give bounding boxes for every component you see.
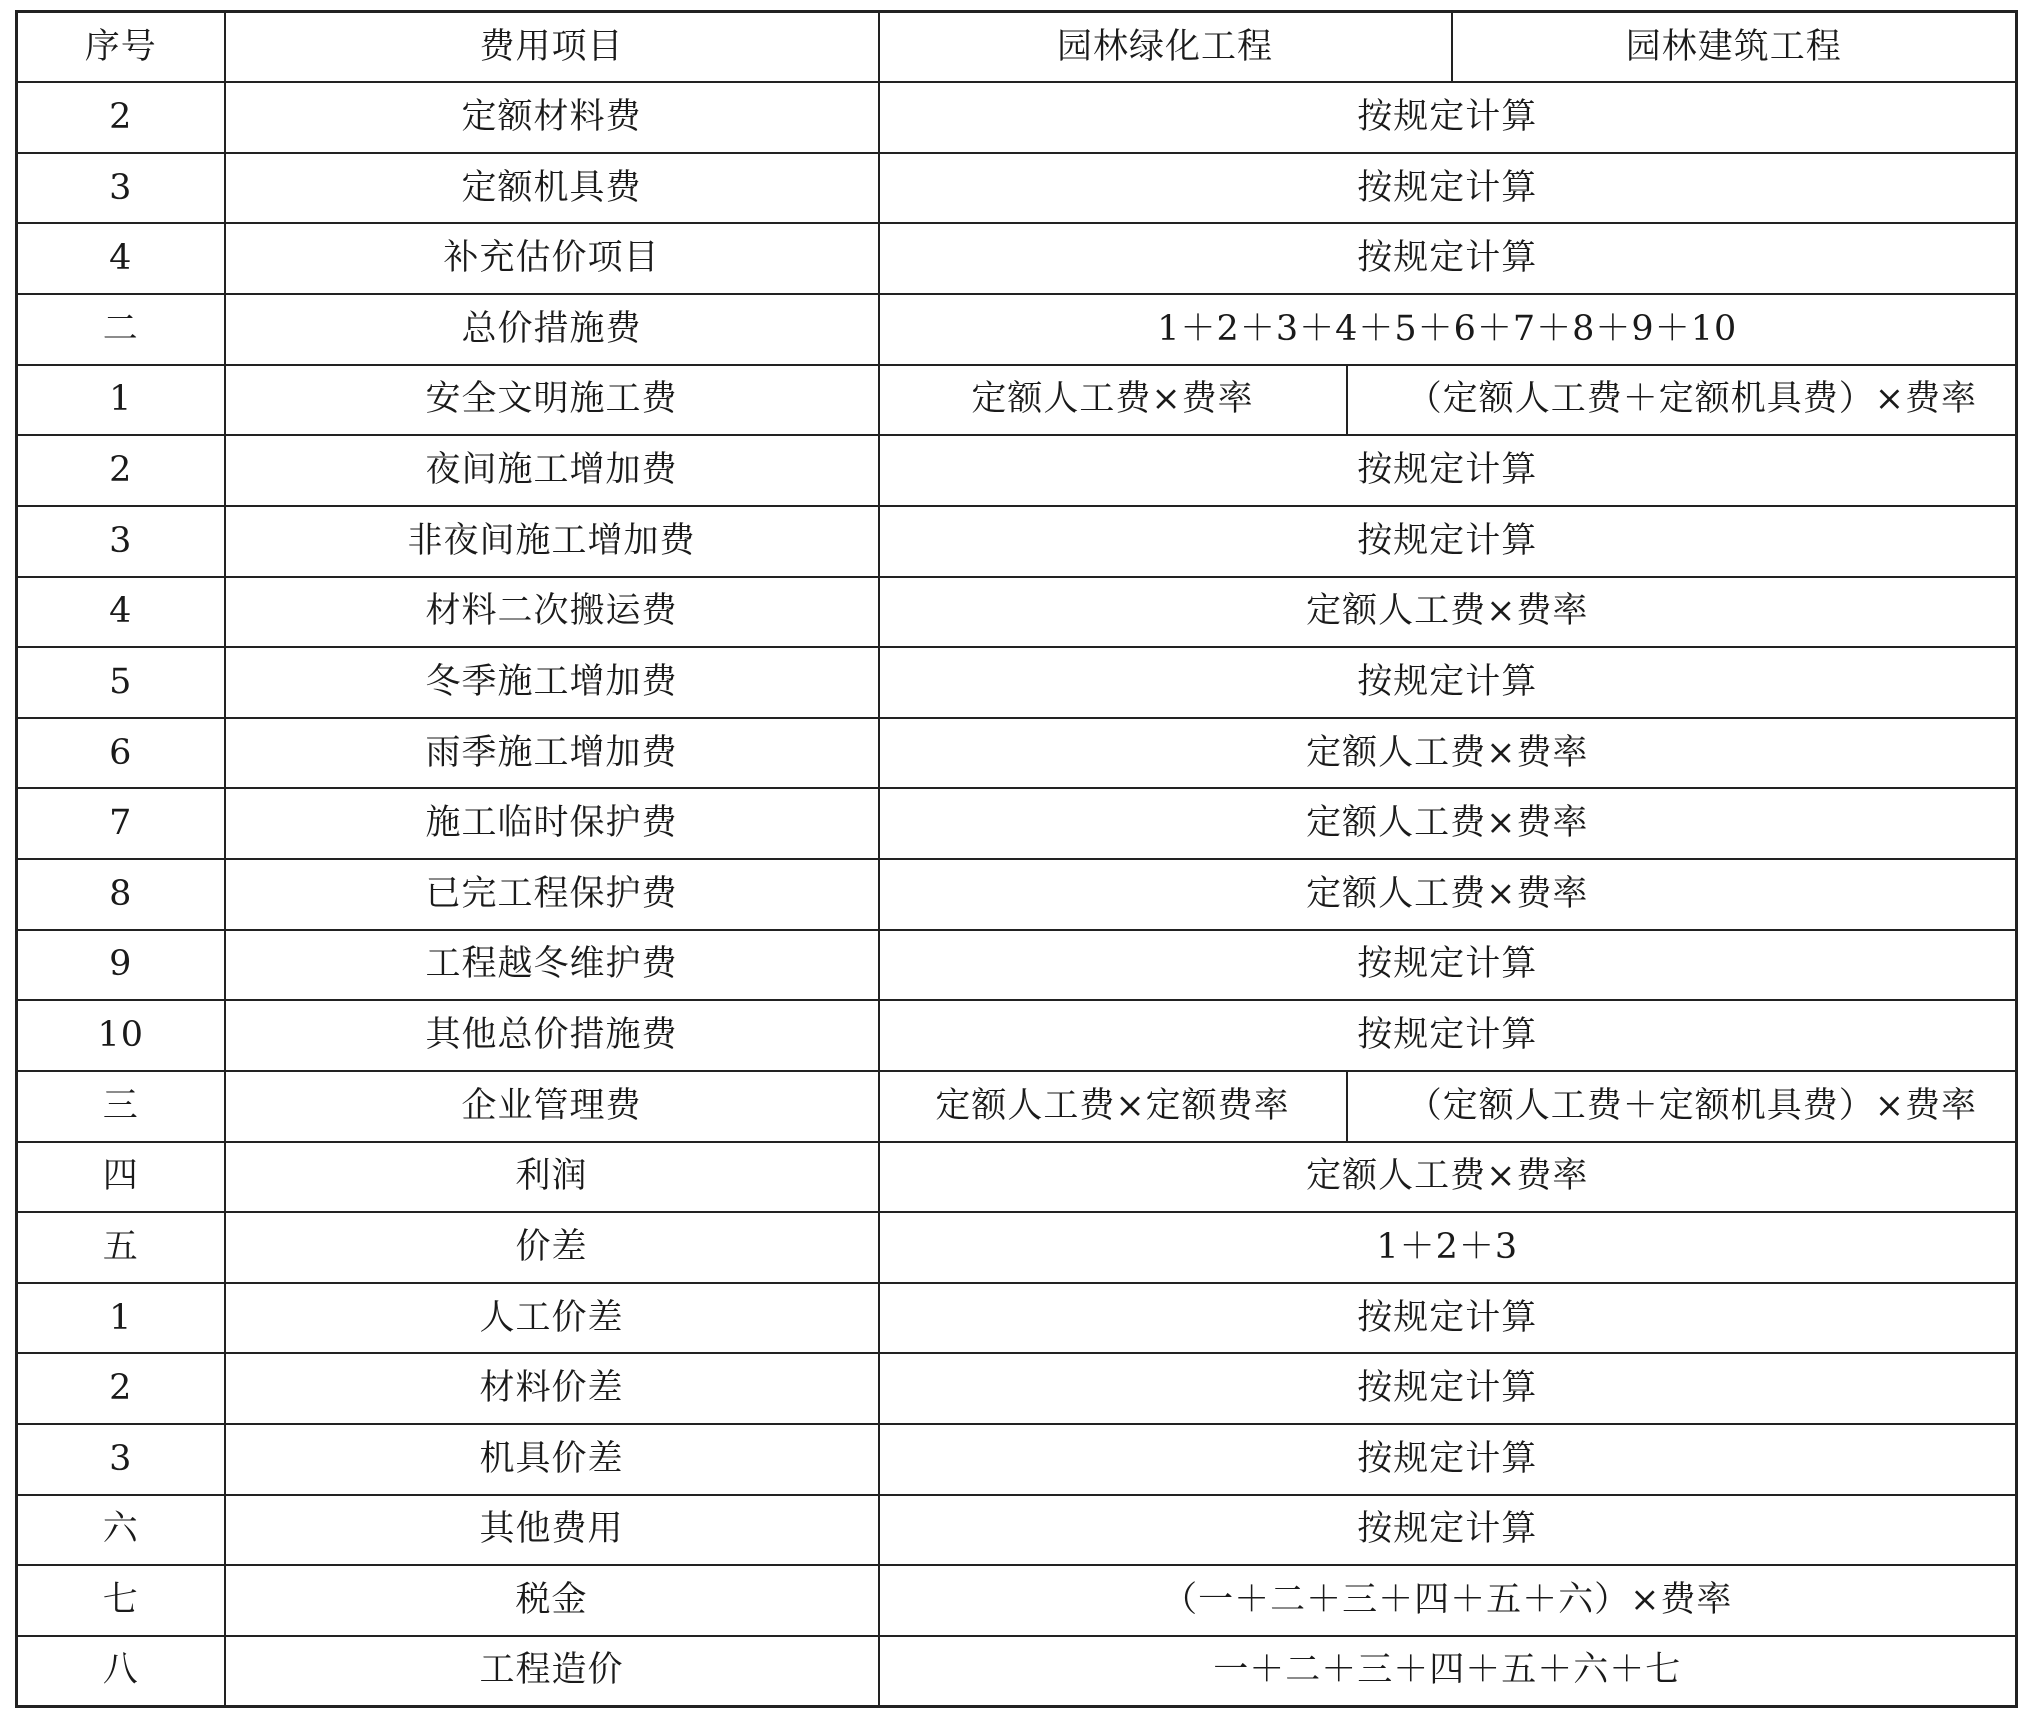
fee-item-cell: 安全文明施工费 (225, 365, 879, 436)
table-row (17, 1142, 2017, 1213)
fee-item-cell: 非夜间施工增加费 (225, 506, 879, 577)
building-calc-cell: （定额人工费＋定额机具费）×费率 (1347, 1071, 2017, 1142)
row-number-cell: 七 (17, 1565, 225, 1636)
row-number-cell: 4 (17, 577, 225, 648)
table-row (17, 859, 2017, 930)
fee-item-cell: 定额材料费 (225, 82, 879, 153)
row-number-cell: 3 (17, 506, 225, 577)
table-row (17, 365, 2017, 436)
calc-method-cell: 按规定计算 (879, 506, 2017, 577)
row-number-cell: 1 (17, 365, 225, 436)
row-number-cell: 2 (17, 1353, 225, 1424)
calc-method-cell: 按规定计算 (879, 930, 2017, 1001)
table-row (17, 1565, 2017, 1636)
row-number-cell: 2 (17, 435, 225, 506)
fee-item-cell: 利润 (225, 1142, 879, 1213)
fee-item-cell: 企业管理费 (225, 1071, 879, 1142)
row-number-cell: 三 (17, 1071, 225, 1142)
row-number-cell: 4 (17, 223, 225, 294)
fee-item-cell: 雨季施工增加费 (225, 718, 879, 789)
row-number-cell: 3 (17, 153, 225, 224)
row-number-cell: 10 (17, 1000, 225, 1071)
calc-method-cell: 1＋2＋3＋4＋5＋6＋7＋8＋9＋10 (879, 294, 2017, 365)
row-number-cell: 9 (17, 930, 225, 1001)
table-row (17, 788, 2017, 859)
fee-item-cell: 材料价差 (225, 1353, 879, 1424)
calc-method-cell: 按规定计算 (879, 435, 2017, 506)
table-row (17, 1071, 2017, 1142)
table-row (17, 577, 2017, 648)
calc-method-cell: 1＋2＋3 (879, 1212, 2017, 1283)
fee-item-cell: 税金 (225, 1565, 879, 1636)
row-number-cell: 八 (17, 1636, 225, 1707)
table-row (17, 1283, 2017, 1354)
calc-method-cell: 按规定计算 (879, 647, 2017, 718)
table-row (17, 1212, 2017, 1283)
calc-method-cell: 按规定计算 (879, 1353, 2017, 1424)
calc-method-cell: 按规定计算 (879, 1283, 2017, 1354)
table-row (17, 1353, 2017, 1424)
calc-method-cell: 定额人工费×费率 (879, 577, 2017, 648)
calc-method-cell: 一＋二＋三＋四＋五＋六＋七 (879, 1636, 2017, 1707)
header-cell-item: 费用项目 (225, 12, 879, 83)
row-number-cell: 二 (17, 294, 225, 365)
table-row (17, 435, 2017, 506)
table-row (17, 82, 2017, 153)
row-number-cell: 1 (17, 1283, 225, 1354)
table-row (17, 1424, 2017, 1495)
fee-item-cell: 材料二次搬运费 (225, 577, 879, 648)
calc-method-cell: 定额人工费×费率 (879, 788, 2017, 859)
calc-method-cell: 定额人工费×费率 (879, 859, 2017, 930)
header-cell-building: 园林建筑工程 (1452, 12, 2017, 83)
table-row (17, 930, 2017, 1001)
table-row (17, 506, 2017, 577)
fee-item-cell: 工程越冬维护费 (225, 930, 879, 1001)
header-cell-green: 园林绿化工程 (879, 12, 1452, 83)
row-number-cell: 五 (17, 1212, 225, 1283)
fee-item-cell: 人工价差 (225, 1283, 879, 1354)
fee-item-cell: 工程造价 (225, 1636, 879, 1707)
row-number-cell: 8 (17, 859, 225, 930)
row-number-cell: 3 (17, 1424, 225, 1495)
fee-item-cell: 定额机具费 (225, 153, 879, 224)
calc-method-cell: 按规定计算 (879, 223, 2017, 294)
fee-item-cell: 总价措施费 (225, 294, 879, 365)
calc-method-cell: 定额人工费×费率 (879, 1142, 2017, 1213)
row-number-cell: 6 (17, 718, 225, 789)
fee-item-cell: 已完工程保护费 (225, 859, 879, 930)
calc-method-cell: （一＋二＋三＋四＋五＋六）×费率 (879, 1565, 2017, 1636)
row-number-cell: 5 (17, 647, 225, 718)
table-row (17, 1000, 2017, 1071)
fee-table-container (15, 10, 2015, 1708)
table-row (17, 1495, 2017, 1566)
row-number-cell: 7 (17, 788, 225, 859)
row-number-cell: 六 (17, 1495, 225, 1566)
fee-calculation-table (15, 10, 2018, 1708)
calc-method-cell: 定额人工费×费率 (879, 718, 2017, 789)
calc-method-cell: 按规定计算 (879, 1000, 2017, 1071)
table-body (17, 12, 2017, 1707)
fee-item-cell: 冬季施工增加费 (225, 647, 879, 718)
table-row (17, 718, 2017, 789)
row-number-cell: 四 (17, 1142, 225, 1213)
fee-item-cell: 施工临时保护费 (225, 788, 879, 859)
building-calc-cell: （定额人工费＋定额机具费）×费率 (1347, 365, 2017, 436)
calc-method-cell: 按规定计算 (879, 1424, 2017, 1495)
fee-item-cell: 机具价差 (225, 1424, 879, 1495)
table-row (17, 153, 2017, 224)
table-row (17, 647, 2017, 718)
fee-item-cell: 夜间施工增加费 (225, 435, 879, 506)
calc-method-cell: 按规定计算 (879, 1495, 2017, 1566)
fee-item-cell: 价差 (225, 1212, 879, 1283)
row-number-cell: 2 (17, 82, 225, 153)
header-cell-no: 序号 (17, 12, 225, 83)
table-header-row (17, 12, 2017, 83)
table-row (17, 1636, 2017, 1707)
green-calc-cell: 定额人工费×费率 (879, 365, 1347, 436)
table-row (17, 294, 2017, 365)
calc-method-cell: 按规定计算 (879, 82, 2017, 153)
fee-item-cell: 补充估价项目 (225, 223, 879, 294)
green-calc-cell: 定额人工费×定额费率 (879, 1071, 1347, 1142)
fee-item-cell: 其他总价措施费 (225, 1000, 879, 1071)
fee-item-cell: 其他费用 (225, 1495, 879, 1566)
calc-method-cell: 按规定计算 (879, 153, 2017, 224)
table-row (17, 223, 2017, 294)
